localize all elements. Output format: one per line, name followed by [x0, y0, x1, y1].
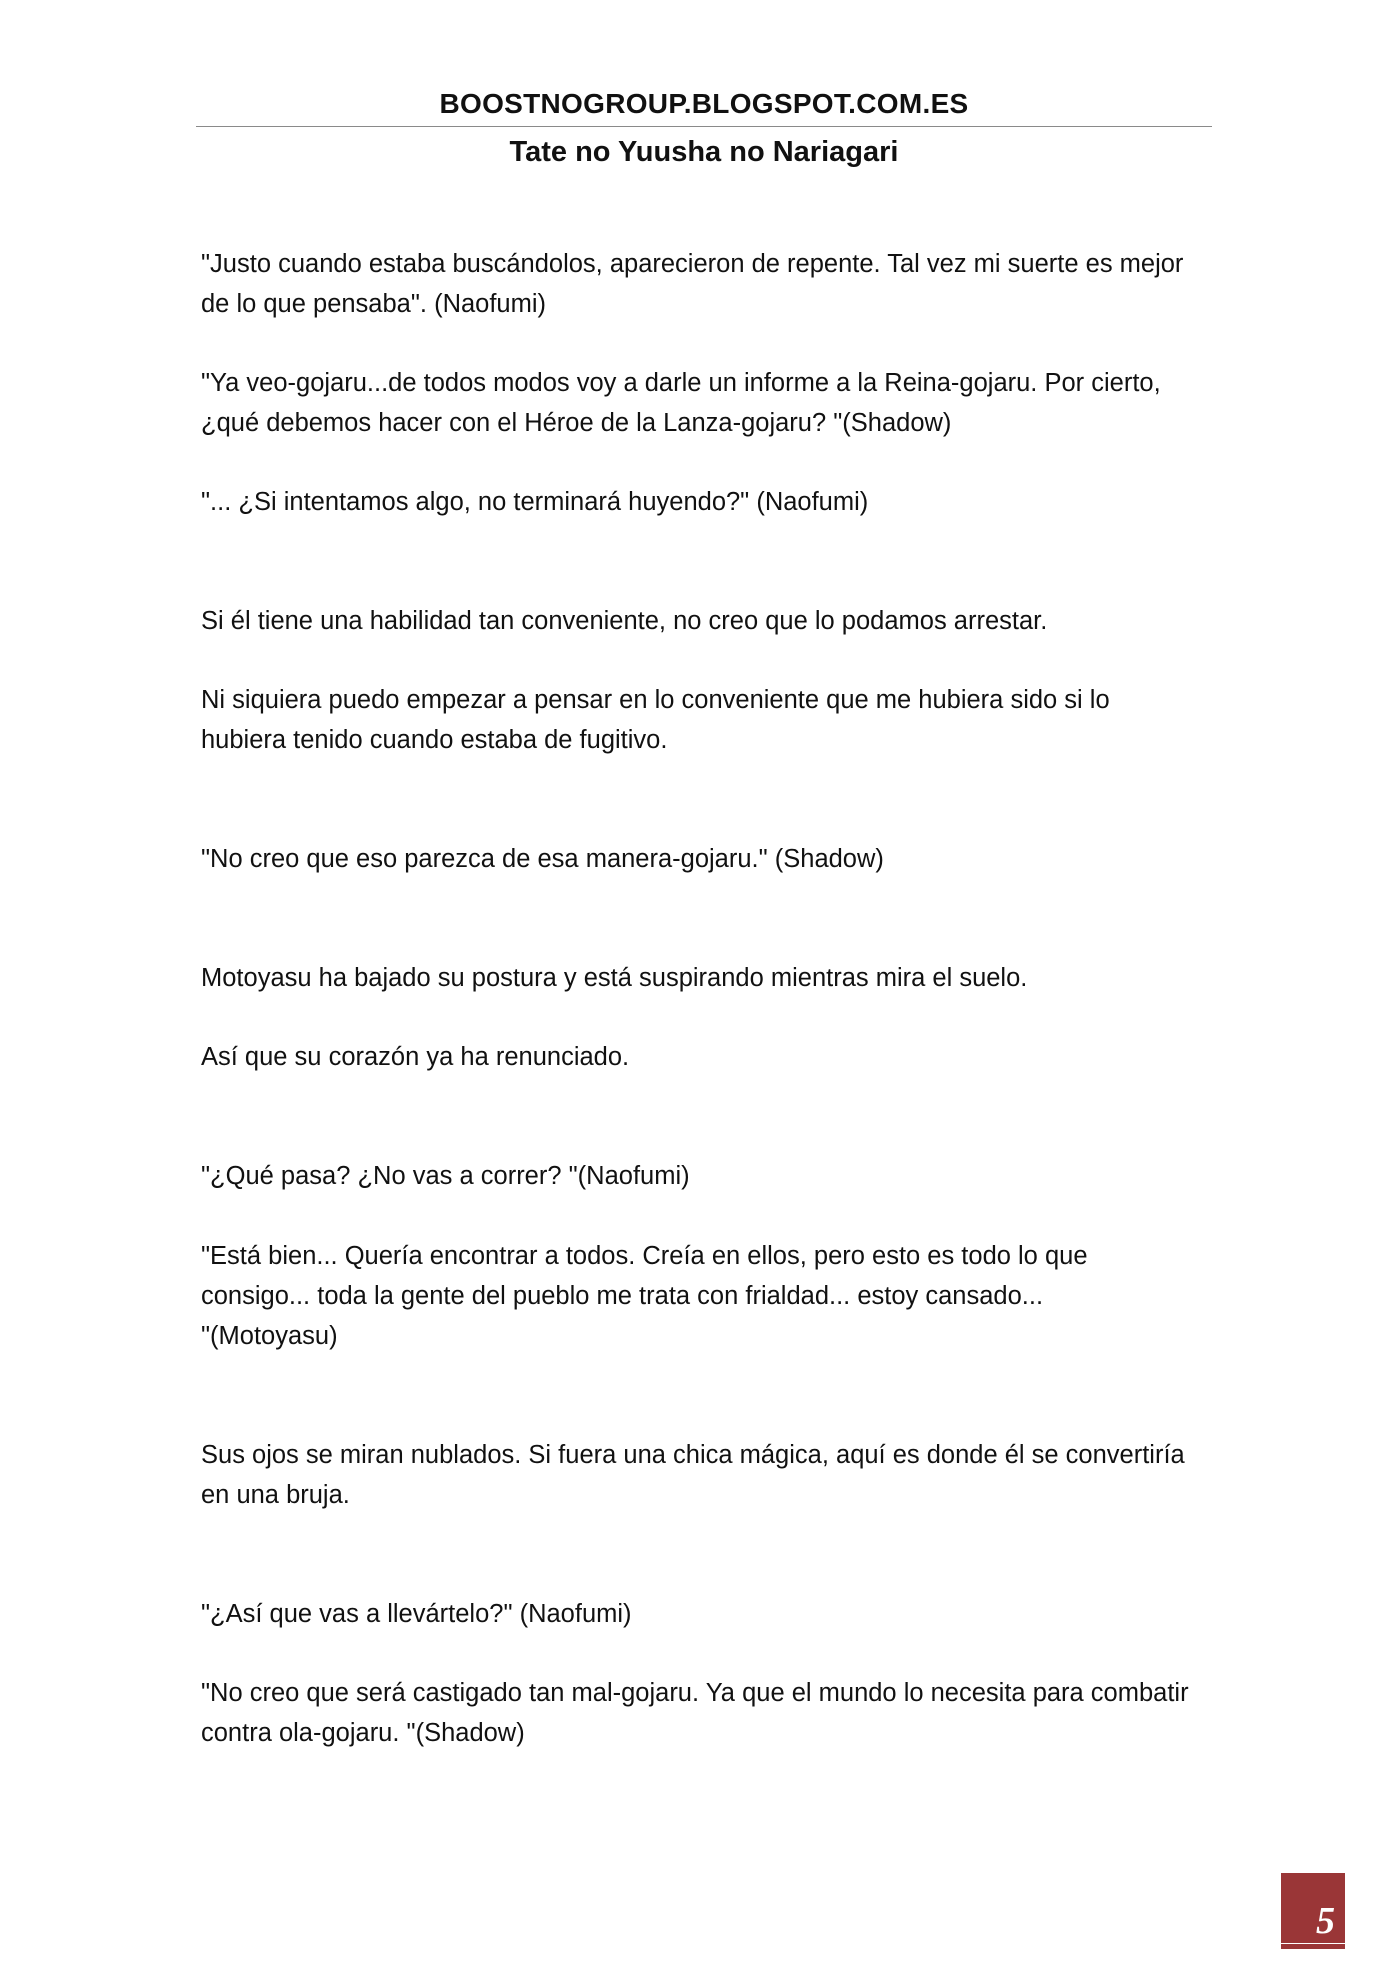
- paragraph: "¿Qué pasa? ¿No vas a correr? "(Naofumi): [201, 1162, 690, 1190]
- page-number: 5: [1316, 1900, 1335, 1942]
- paragraph: "Ya veo-gojaru...de todos modos voy a darle un informe a la Reina-gojaru. Por cierto, ¿qué debemos hacer con el Héroe de la Lanza-gojaru? "(Shadow): [201, 369, 1161, 437]
- paragraph: "No creo que será castigado tan mal-gojaru. Ya que el mundo lo necesita para combatir contra ola-gojaru. "(Shadow): [201, 1679, 1189, 1747]
- page-number-badge: [1281, 1873, 1345, 1949]
- header-divider: [196, 126, 1212, 127]
- paragraph: Motoyasu ha bajado su postura y está suspirando mientras mira el suelo.: [201, 964, 1028, 992]
- paragraph: Si él tiene una habilidad tan conveniente, no creo que lo podamos arrestar.: [201, 607, 1048, 635]
- paragraph: Así que su corazón ya ha renunciado.: [201, 1043, 630, 1071]
- paragraph: "Está bien... Quería encontrar a todos. Creía en ellos, pero esto es todo lo que consigo... toda la gente del pueblo me trata con frialdad... estoy cansado... "(Motoyasu): [201, 1242, 1088, 1350]
- paragraph: "¿Así que vas a llevártelo?" (Naofumi): [201, 1600, 632, 1628]
- paragraph: Sus ojos se miran nublados. Si fuera una chica mágica, aquí es donde él se convertiría en una bruja.: [201, 1441, 1185, 1509]
- book-title: Tate no Yuusha no Nariagari: [509, 136, 899, 168]
- site-header: BOOSTNOGROUP.BLOGSPOT.COM.ES: [439, 88, 969, 119]
- paragraph: "Justo cuando estaba buscándolos, aparecieron de repente. Tal vez mi suerte es mejor de lo que pensaba". (Naofumi): [201, 250, 1184, 318]
- paragraph: Ni siquiera puedo empezar a pensar en lo conveniente que me hubiera sido si lo hubiera tenido cuando estaba de fugitivo.: [201, 686, 1110, 754]
- page-number-underline: [1281, 1943, 1345, 1944]
- paragraph: "... ¿Si intentamos algo, no terminará huyendo?" (Naofumi): [201, 488, 869, 516]
- paragraph: "No creo que eso parezca de esa manera-gojaru." (Shadow): [201, 845, 884, 873]
